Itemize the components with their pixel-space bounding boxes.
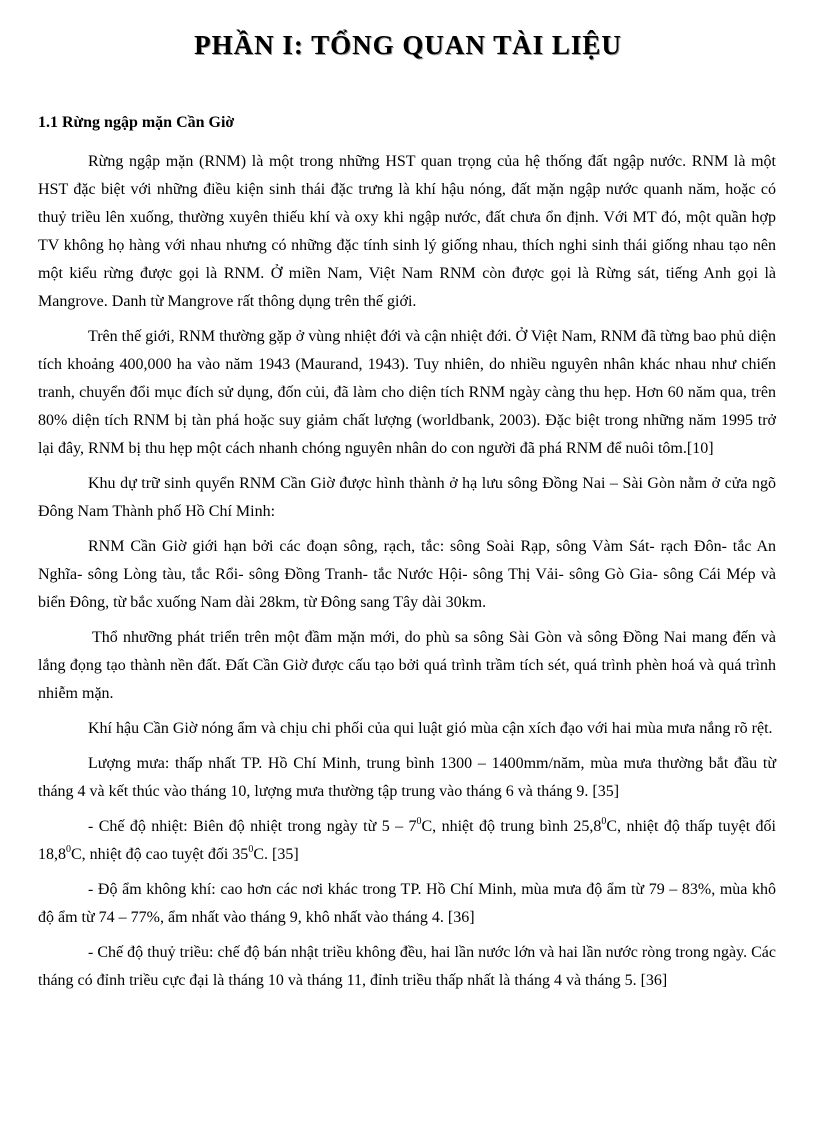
degree-superscript: 0 xyxy=(416,816,422,827)
degree-superscript: 0 xyxy=(601,816,607,827)
document-body xyxy=(38,148,776,995)
paragraph-tide: - Chế độ thuỷ triều: chế độ bán nhật triều không đều, hai lần nước lớn và hai lần nước ròng trong ngày. Các tháng có đỉnh triều cực đại là tháng 10 và tháng 11, đỉnh triều thấp nhất là tháng 4 và tháng 5. [36] xyxy=(38,944,776,989)
paragraph-intro: Rừng ngập mặn (RNM) là một trong những HST quan trọng của hệ thống đất ngập nước. RNM là một HST đặc biệt với những điều kiện sinh thái đặc trưng là khí hậu nóng, đất mặn ngập nước quanh năm, hoặc có thuỷ triều lên xuống, thường xuyên thiếu khí và oxy khi ngập nước, đất chưa ổn định. Với MT đó, một quần hợp TV không họ hàng với nhau nhưng có những đặc tính sinh lý giống nhau, thích nghi sinh thái giống nhau tạo nên một kiểu rừng được gọi là RNM. Ở miền Nam, Việt Nam RNM còn được gọi là Rừng sát, tiếng Anh gọi là Mangrove. Danh từ Mangrove rất thông dụng trên thế giới. xyxy=(38,153,776,310)
page-title: PHẦN I: TỔNG QUAN TÀI LIỆU xyxy=(194,30,622,60)
temperature-text-1: - Chế độ nhiệt: Biên độ nhiệt trong ngày từ 5 – 7 xyxy=(88,818,417,835)
paragraph-rainfall: Lượng mưa: thấp nhất TP. Hồ Chí Minh, trung bình 1300 – 1400mm/năm, mùa mưa thường bắt đầu từ tháng 4 và kết thúc vào tháng 10, lượng mưa thường tập trung vào tháng 6 và tháng 9. [35] xyxy=(38,755,776,800)
paragraph-temperature xyxy=(38,813,776,869)
degree-superscript: 0 xyxy=(248,844,254,855)
paragraph-soil: Thổ nhưỡng phát triển trên một đầm mặn mới, do phù sa sông Sài Gòn và sông Đồng Nai mang đến và lắng đọng tạo thành nền đất. Đất Cần Giờ được cấu tạo bởi quá trình trầm tích sét, quá trình phèn hoá và quá trình nhiễm mặn. xyxy=(38,629,776,702)
paragraph-world-rnm: Trên thế giới, RNM thường gặp ở vùng nhiệt đới và cận nhiệt đới. Ở Việt Nam, RNM đã từng bao phủ diện tích khoảng 400,000 ha vào năm 1943 (Maurand, 1943). Tuy nhiên, do nhiều nguyên nhân khác nhau như chiến tranh, chuyển đổi mục đích sử dụng, đốn củi, đã làm cho diện tích RNM ngày càng thu hẹp. Hơn 60 năm qua, trên 80% diện tích RNM bị tàn phá hoặc suy giảm chất lượng (worldbank, 2003). Đặc biệt trong những năm 1995 trở lại đây, RNM bị thu hẹp một cách nhanh chóng nguyên nhân do con người đã phá RNM để nuôi tôm.[10] xyxy=(38,328,776,457)
paragraph-reserve-location: Khu dự trữ sinh quyển RNM Cần Giờ được hình thành ở hạ lưu sông Đồng Nai – Sài Gòn nằm ở cửa ngõ Đông Nam Thành phố Hồ Chí Minh: xyxy=(38,475,776,520)
section-heading: 1.1 Rừng ngập mặn Cần Giờ xyxy=(38,114,235,131)
paragraph-boundaries: RNM Cần Giờ giới hạn bởi các đoạn sông, rạch, tắc: sông Soài Rạp, sông Vàm Sát- rạch Đôn- tắc An Nghĩa- sông Lòng tàu, tắc Rổi- sông Đồng Tranh- tắc Nước Hội- sông Thị Vải- sông Gò Gia- sông Cái Mép và biển Đông, từ bắc xuống Nam dài 28km, từ Đông sang Tây dài 30km. xyxy=(38,538,776,611)
paragraph-climate: Khí hậu Cần Giờ nóng ẩm và chịu chi phối của qui luật gió mùa cận xích đạo với hai mùa mưa nắng rõ rệt. xyxy=(88,720,773,737)
temperature-text-5: C. [35] xyxy=(253,846,299,863)
degree-superscript: 0 xyxy=(66,844,71,855)
temperature-text-4: C, nhiệt độ cao tuyệt đối 35 xyxy=(71,846,249,863)
temperature-text-2: C, nhiệt độ trung bình 25,8 xyxy=(421,818,602,835)
paragraph-humidity: - Độ ẩm không khí: cao hơn các nơi khác trong TP. Hồ Chí Minh, mùa mưa độ ẩm từ 79 – 83%, mùa khô độ ẩm từ 74 – 77%, ẩm nhất vào tháng 9, khô nhất vào tháng 4. [36] xyxy=(38,881,776,926)
temperature-text-3: C, nhiệt độ thấp tuyệt đối 18,8 xyxy=(38,818,777,863)
